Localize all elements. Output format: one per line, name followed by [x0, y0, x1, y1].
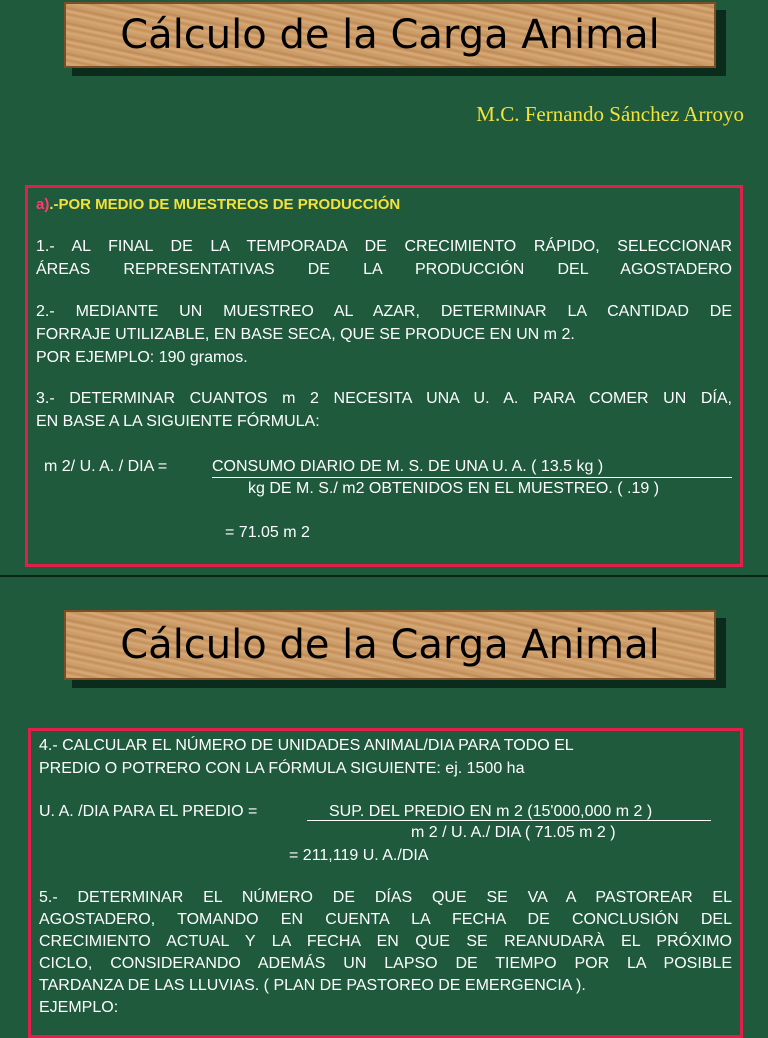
formula-result: = 211,119 U. A./DIA: [289, 847, 429, 864]
paragraph-5-line-3: CRECIMIENTO ACTUAL Y LA FECHA EN QUE SE REANUDARÀ EL PRÓXIMO: [39, 933, 732, 950]
paragraph-4-line-2: PREDIO O POTRERO CON LA FÓRMULA SIGUIENTE: ej. 1500 ha: [39, 760, 525, 777]
paragraph-3-line-1: 3.- DETERMINAR CUANTOS m 2 NECESITA UNA U. A. PARA COMER UN DÍA,: [36, 390, 732, 407]
slide-title-text: Cálculo de la Carga Animal: [120, 12, 660, 58]
slide-2: [0, 577, 768, 1024]
paragraph-5-line-5: TARDANZA DE LAS LLUVIAS. ( PLAN DE PASTOREO DE EMERGENCIA ).: [39, 977, 586, 994]
paragraph-1-line-2: ÁREAS REPRESENTATIVAS DE LA PRODUCCIÓN DEL AGOSTADERO: [36, 261, 732, 278]
formula-numerator: [212, 456, 603, 478]
formula-denominator: m 2 / U. A./ DIA ( 71.05 m 2 ): [411, 824, 616, 841]
content-box-2: [28, 728, 743, 1038]
slide-title: [64, 2, 716, 68]
formula-numerator: SUP. DEL PREDIO EN m 2 (15'000,000 m 2 ): [329, 803, 653, 820]
paragraph-5-line-1: 5.- DETERMINAR EL NÚMERO DE DÍAS QUE SE VA A PASTOREAR EL: [39, 889, 732, 906]
heading-text: .-POR MEDIO DE MUESTREOS DE PRODUCCIÓN: [49, 196, 401, 213]
heading-letter: a): [36, 196, 50, 213]
formula-fraction-bar: [307, 820, 711, 821]
paragraph-5-line-2: AGOSTADERO, TOMANDO EN CUENTA LA FECHA DE CONCLUSIÓN DEL: [39, 911, 732, 928]
paragraph-2-line-1: 2.- MEDIANTE UN MUESTREO AL AZAR, DETERMINAR LA CANTIDAD DE: [36, 303, 732, 320]
paragraph-5-line-4: CICLO, CONSIDERANDO ADEMÁS UN LAPSO DE TIEMPO POR LA POSIBLE: [39, 955, 732, 972]
formula-left-side: m 2/ U. A. / DIA =: [44, 458, 168, 475]
formula-numerator-text: CONSUMO DIARIO DE M. S. DE UNA U. A. ( 13.5 kg ): [212, 458, 604, 475]
author-name: M.C. Fernando Sánchez Arroyo: [476, 102, 744, 126]
paragraph-4-line-1: 4.- CALCULAR EL NÚMERO DE UNIDADES ANIMAL/DIA PARA TODO EL: [39, 737, 574, 754]
paragraph-1-line-1: 1.- AL FINAL DE LA TEMPORADA DE CRECIMIENTO RÁPIDO, SELECCIONAR: [36, 238, 732, 255]
paragraph-2-line-2: FORRAJE UTILIZABLE, EN BASE SECA, QUE SE PRODUCE EN UN m 2.: [36, 326, 575, 343]
section-heading: [36, 194, 732, 216]
paragraph-5-line-6: EJEMPLO:: [39, 999, 119, 1016]
slide-title-text: Cálculo de la Carga Animal: [120, 622, 660, 668]
formula-left-side: U. A. /DIA PARA EL PREDIO =: [39, 803, 258, 820]
slide-title: [64, 610, 716, 680]
content-box-1: [25, 185, 743, 567]
formula-denominator: kg DE M. S./ m2 OBTENIDOS EN EL MUESTREO. ( .19 ): [248, 480, 660, 497]
paragraph-3-line-2: EN BASE A LA SIGUIENTE FÓRMULA:: [36, 413, 320, 430]
paragraph-2-line-3: POR EJEMPLO: 190 gramos.: [36, 349, 248, 366]
formula-result: = 71.05 m 2: [225, 524, 310, 541]
